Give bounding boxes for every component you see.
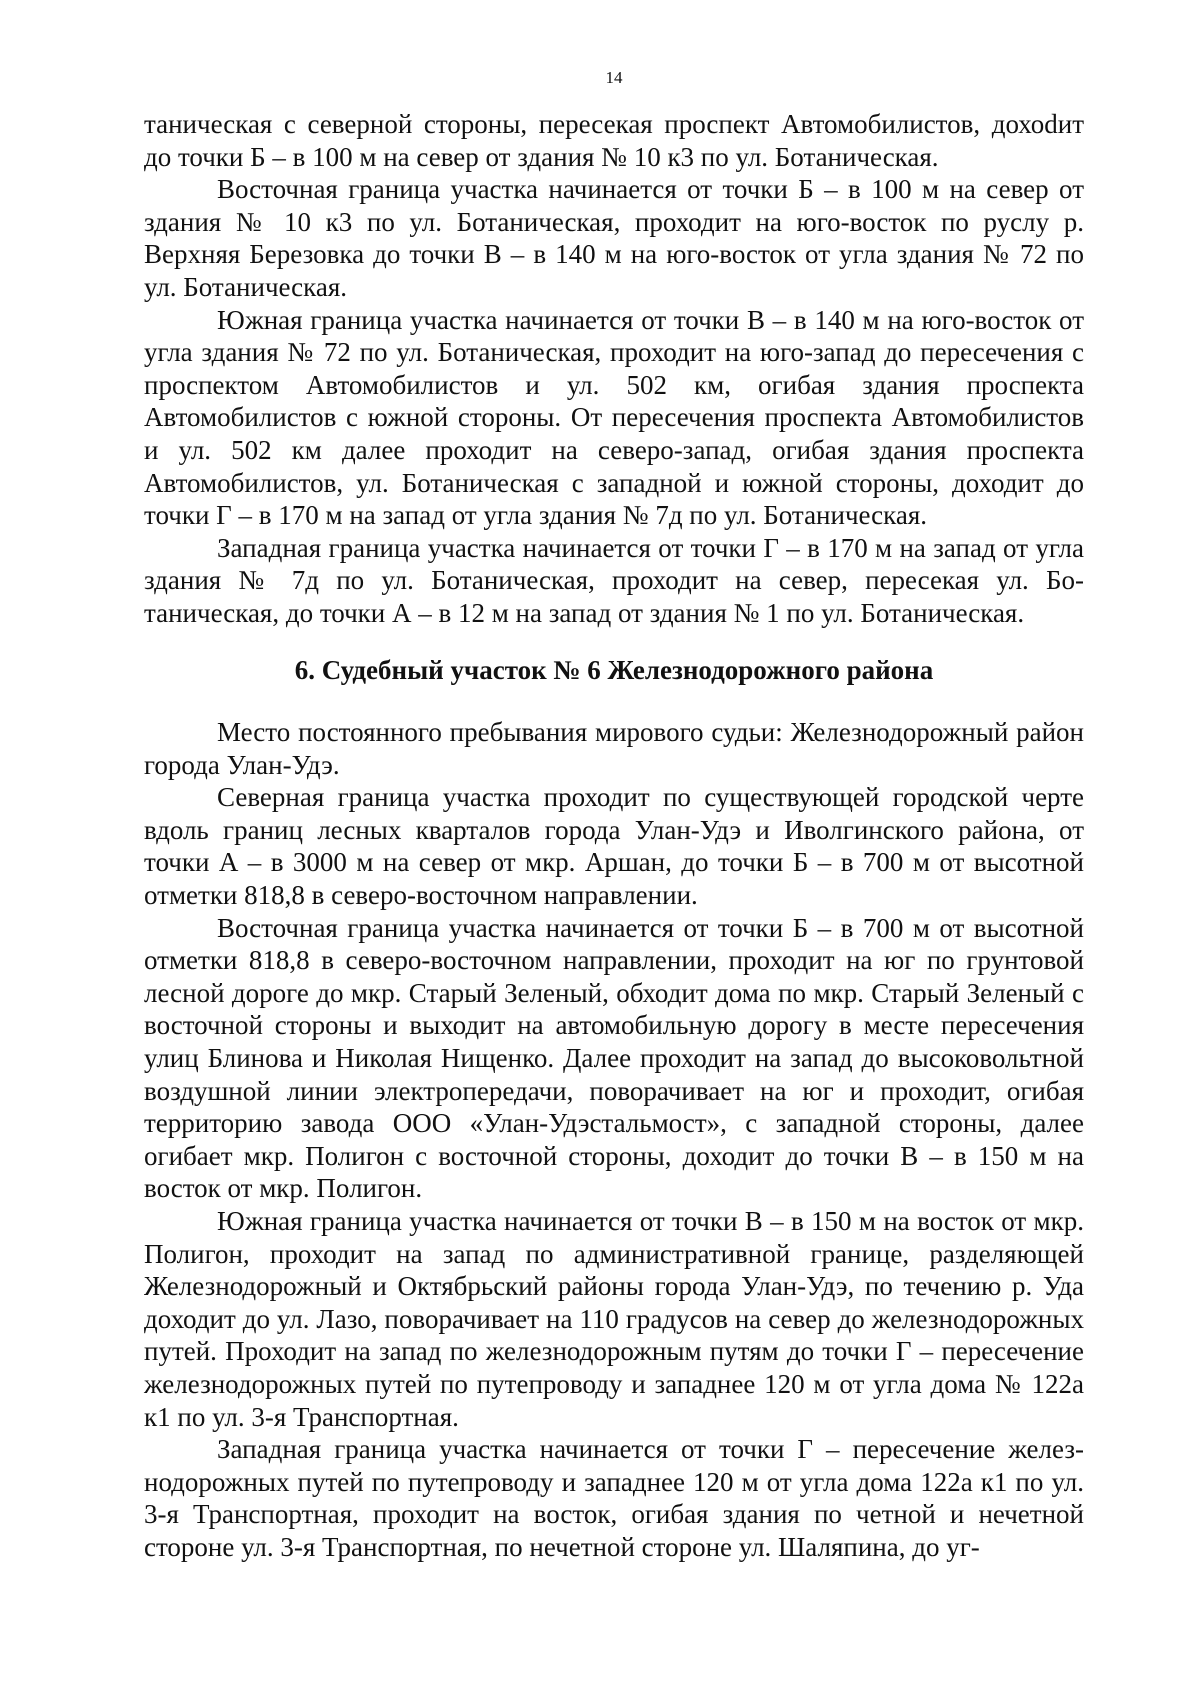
paragraph-west-boundary: Западная граница участка начинается от точки Г – пересечение железнодорожных путей по путепроводу и западнее 120 м от угла дома 122а к1 по ул. 3-я Транспортная, проходит на восток, огибая здания по четной и нечетной стороне ул. 3-я Транспортная, по нечетной стороне ул. Шаляпина, до уг- (144, 1434, 1084, 1562)
page-number: 14 (605, 68, 623, 87)
text-block-after-heading (144, 716, 1084, 1563)
paragraph-south-boundary-section5: Южная граница участка начинается от точки В – в 140 м на юго-восток от угла здания № 72 по ул. Ботаническая, проходит на юго-запад до пересечения с проспектом Автомобилистов и ул. 502 км, огибая здания проспекта Автомобилистов с южной стороны. От пересечения проспекта Автомобилистов и ул. 502 км далее проходит на северо-запад, огибая здания проспекта Автомобилистов, ул. Ботаническая с западной и южной стороны, доходит до точки Г – в 170 м на запад от угла здания № 7д по ул. Ботаническая. (144, 304, 1084, 531)
paragraph-judge-location: Место постоянного пребывания мирового судьи: Железнодорожный район города Улан-Удэ. (144, 717, 1084, 780)
paragraph-east-boundary: Восточная граница участка начинается от точки Б – в 700 м от высотной отметки 818,8 в северо-восточном направлении, проходит на юг по грунтовой лесной дороге до мкр. Старый Зеленый, обходит дома по мкр. Старый Зеленый с восточной стороны и выходит на автомобильную дорогу в месте пересечения улиц Блинова и Николая Нищенко. Далее проходит на запад до высоковольтной воздушной линии электропередачи, поворачивает на юг и проходит, огибая территорию завода ООО «Улан-Удэстальмост», с западной стороны, далее огибает мкр. Полигон с восточной стороны, доходит до точки В – в 150 м на восток от мкр. Полигон. (144, 912, 1084, 1204)
paragraph-continuation: таническая с северной стороны, пересекая проспект Автомобилистов, дохоdит до точки Б – в 100 м на север от здания № 10 к3 по ул. Ботаническая. (144, 109, 1084, 172)
paragraph-north-boundary: Северная граница участка проходит по существующей городской черте вдоль границ лесных кварталов города Улан-Удэ и Иволгинского района, от точки А – в 3000 м на север от мкр. Аршан, до точки Б – в 700 м от высотной отметки 818,8 в северо-восточном направлении. (144, 782, 1084, 911)
text-block-before-heading (144, 108, 1084, 630)
paragraph-west-boundary-section5: Западная граница участка начинается от точки Г – в 170 м на запад от угла здания № 7д по ул. Ботаническая, проходит на север, пересекая ул. Ботаническая, до точки А – в 12 м на запад от здания № 1 по ул. Ботаническая. (144, 532, 1084, 628)
paragraph-south-boundary: Южная граница участка начинается от точки В – в 150 м на восток от мкр. Полигон, проходит на запад по административной границе, разделяющей Железнодорожный и Октябрьский районы города Улан-Удэ, по течению р. Уда доходит до ул. Лазо, поворачивает на 110 градусов на север до железнодорожных путей. Проходит на запад по железнодорожным путям до точки Г – пересечение железнодорожных путей по путепроводу и западнее 120 м от угла дома № 122а к1 по ул. 3-я Транспортная. (144, 1206, 1084, 1432)
section-heading: 6. Судебный участок № 6 Железнодорожного района (294, 654, 934, 685)
document-page (144, 68, 1084, 1564)
paragraph-east-boundary-section5: Восточная граница участка начинается от точки Б – в 100 м на север от здания № 10 к3 по ул. Ботаническая, проходит на юго-восток по руслу р. Верхняя Березовка до точки В – в 140 м на юго-восток от угла здания № 72 по ул. Ботаническая. (144, 174, 1084, 302)
